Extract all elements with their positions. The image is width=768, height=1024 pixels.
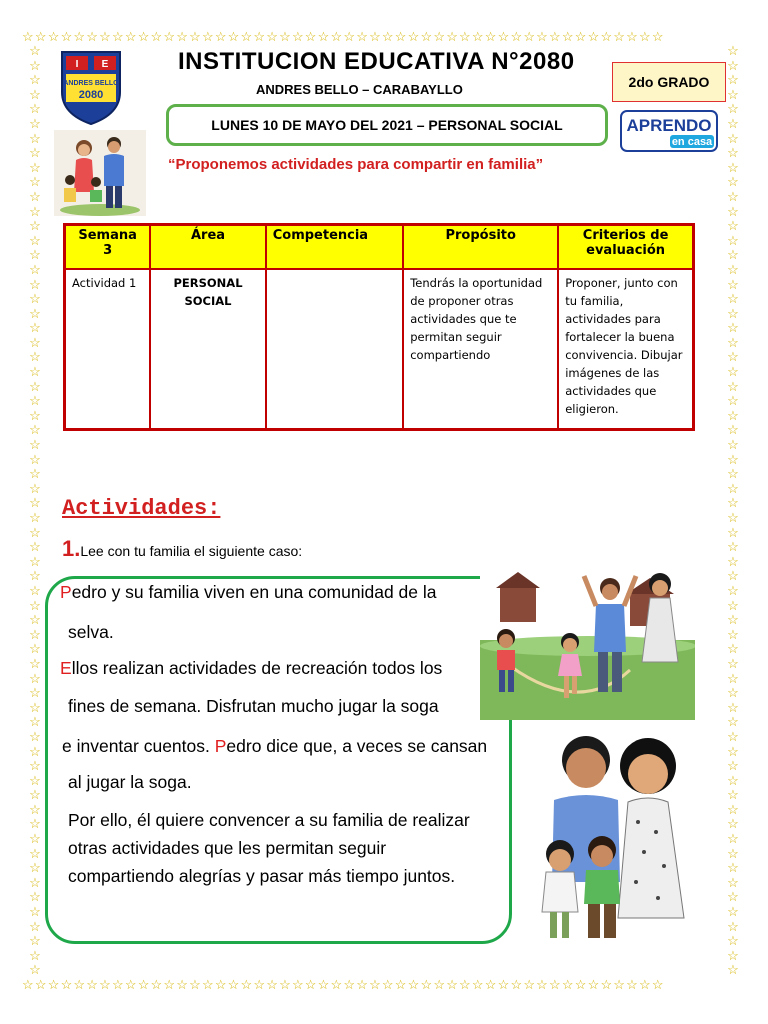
cell-activity: Actividad 1 (65, 269, 151, 430)
cell-criterios: Proponer, junto con tu familia, actividades para fortalecer la buena convivencia. Dibujar imágenes de las actividades que eligieron. (558, 269, 693, 430)
story-line-7: Por ello, él quiere convencer a su familia de realizar (68, 810, 470, 830)
activities-heading: Actividades: (62, 496, 221, 521)
family-portrait-illustration (528, 732, 708, 944)
header-semana: Semana 3 (65, 225, 151, 270)
grade-badge: 2do GRADO (612, 62, 726, 102)
header-proposito: Propósito (403, 225, 558, 270)
table-header-row (65, 225, 694, 270)
aprendo-en-casa-logo (620, 110, 718, 152)
svg-text:ANDRES BELLO: ANDRES BELLO (63, 80, 119, 87)
school-subtitle: ANDRES BELLO – CARABAYLLO (256, 82, 463, 97)
svg-text:en casa: en casa (671, 136, 713, 148)
story-line-5: e inventar cuentos. Pedro dice que, a veces se cansan (62, 736, 488, 756)
family-jump-rope-illustration (480, 566, 695, 720)
step-one (62, 536, 302, 562)
star-border-left: ☆ ☆ ☆ ☆ ☆ ☆ ☆ ☆ ☆ ☆ ☆ ☆ ☆ ☆ ☆ ☆ ☆ ☆ ☆ ☆ ☆ ☆ ☆ ☆ ☆ ☆ ☆ ☆ ☆ ☆ ☆ ☆ ☆ ☆ ☆ ☆ ☆ ☆ ☆ ☆ ☆ ☆ ☆ ☆ ☆ ☆ ☆ ☆ ☆ ☆ ☆ ☆ ☆ ☆ ☆ ☆ ☆ ☆ ☆ ☆ ☆ ☆ ☆ ☆ (29, 44, 41, 976)
story-line-3: Ellos realizan actividades de recreación todos los (60, 658, 443, 678)
activity-proposal-title: “Proponemos actividades para compartir en familia” (168, 156, 544, 173)
star-border-right: ☆ ☆ ☆ ☆ ☆ ☆ ☆ ☆ ☆ ☆ ☆ ☆ ☆ ☆ ☆ ☆ ☆ ☆ ☆ ☆ ☆ ☆ ☆ ☆ ☆ ☆ ☆ ☆ ☆ ☆ ☆ ☆ ☆ ☆ ☆ ☆ ☆ ☆ ☆ ☆ ☆ ☆ ☆ ☆ ☆ ☆ ☆ ☆ ☆ ☆ ☆ ☆ ☆ ☆ ☆ ☆ ☆ ☆ ☆ ☆ ☆ ☆ ☆ ☆ (727, 44, 739, 976)
svg-text:E: E (101, 59, 109, 70)
story-line-1: Pedro y su familia viven en una comunidad de la (60, 582, 437, 602)
story-line-6: al jugar la soga. (68, 772, 192, 792)
planning-table (63, 223, 695, 431)
story-line-4: fines de semana. Disfrutan mucho jugar la soga (68, 696, 439, 716)
family-icon (54, 130, 146, 216)
date-area-title: LUNES 10 DE MAYO DEL 2021 – PERSONAL SOCIAL (166, 104, 608, 146)
step-number: 1. (62, 536, 81, 561)
school-name: INSTITUCION EDUCATIVA N°2080 (178, 48, 575, 75)
cell-competencia (266, 269, 404, 430)
story-line-8: otras actividades que les permitan seguir (68, 838, 387, 858)
cell-area: PERSONAL SOCIAL (150, 269, 265, 430)
story-line-2: selva. (68, 622, 114, 642)
header-criterios: Criterios de evaluación (558, 225, 693, 270)
svg-text:APRENDO: APRENDO (626, 116, 712, 135)
cell-proposito: Tendrás la oportunidad de proponer otras actividades que te permitan seguir compartiendo (403, 269, 558, 430)
svg-text:I: I (75, 59, 79, 70)
star-border-bottom: ☆☆☆☆☆☆☆☆☆☆☆☆☆☆☆☆☆☆☆☆☆☆☆☆☆☆☆☆☆☆☆☆☆☆☆☆☆☆☆☆☆☆☆☆☆☆☆☆☆☆ (22, 977, 665, 992)
school-shield-logo (58, 48, 124, 126)
table-row (65, 269, 694, 430)
step-text: Lee con tu familia el siguiente caso: (80, 543, 303, 559)
header-area: Área (150, 225, 265, 270)
story-line-9: compartiendo alegrías y pasar más tiempo juntos. (68, 866, 456, 886)
header-competencia: Competencia (266, 225, 404, 270)
star-border-top: ☆☆☆☆☆☆☆☆☆☆☆☆☆☆☆☆☆☆☆☆☆☆☆☆☆☆☆☆☆☆☆☆☆☆☆☆☆☆☆☆☆☆☆☆☆☆☆☆☆☆ (22, 29, 665, 44)
svg-text:2080: 2080 (78, 89, 104, 101)
